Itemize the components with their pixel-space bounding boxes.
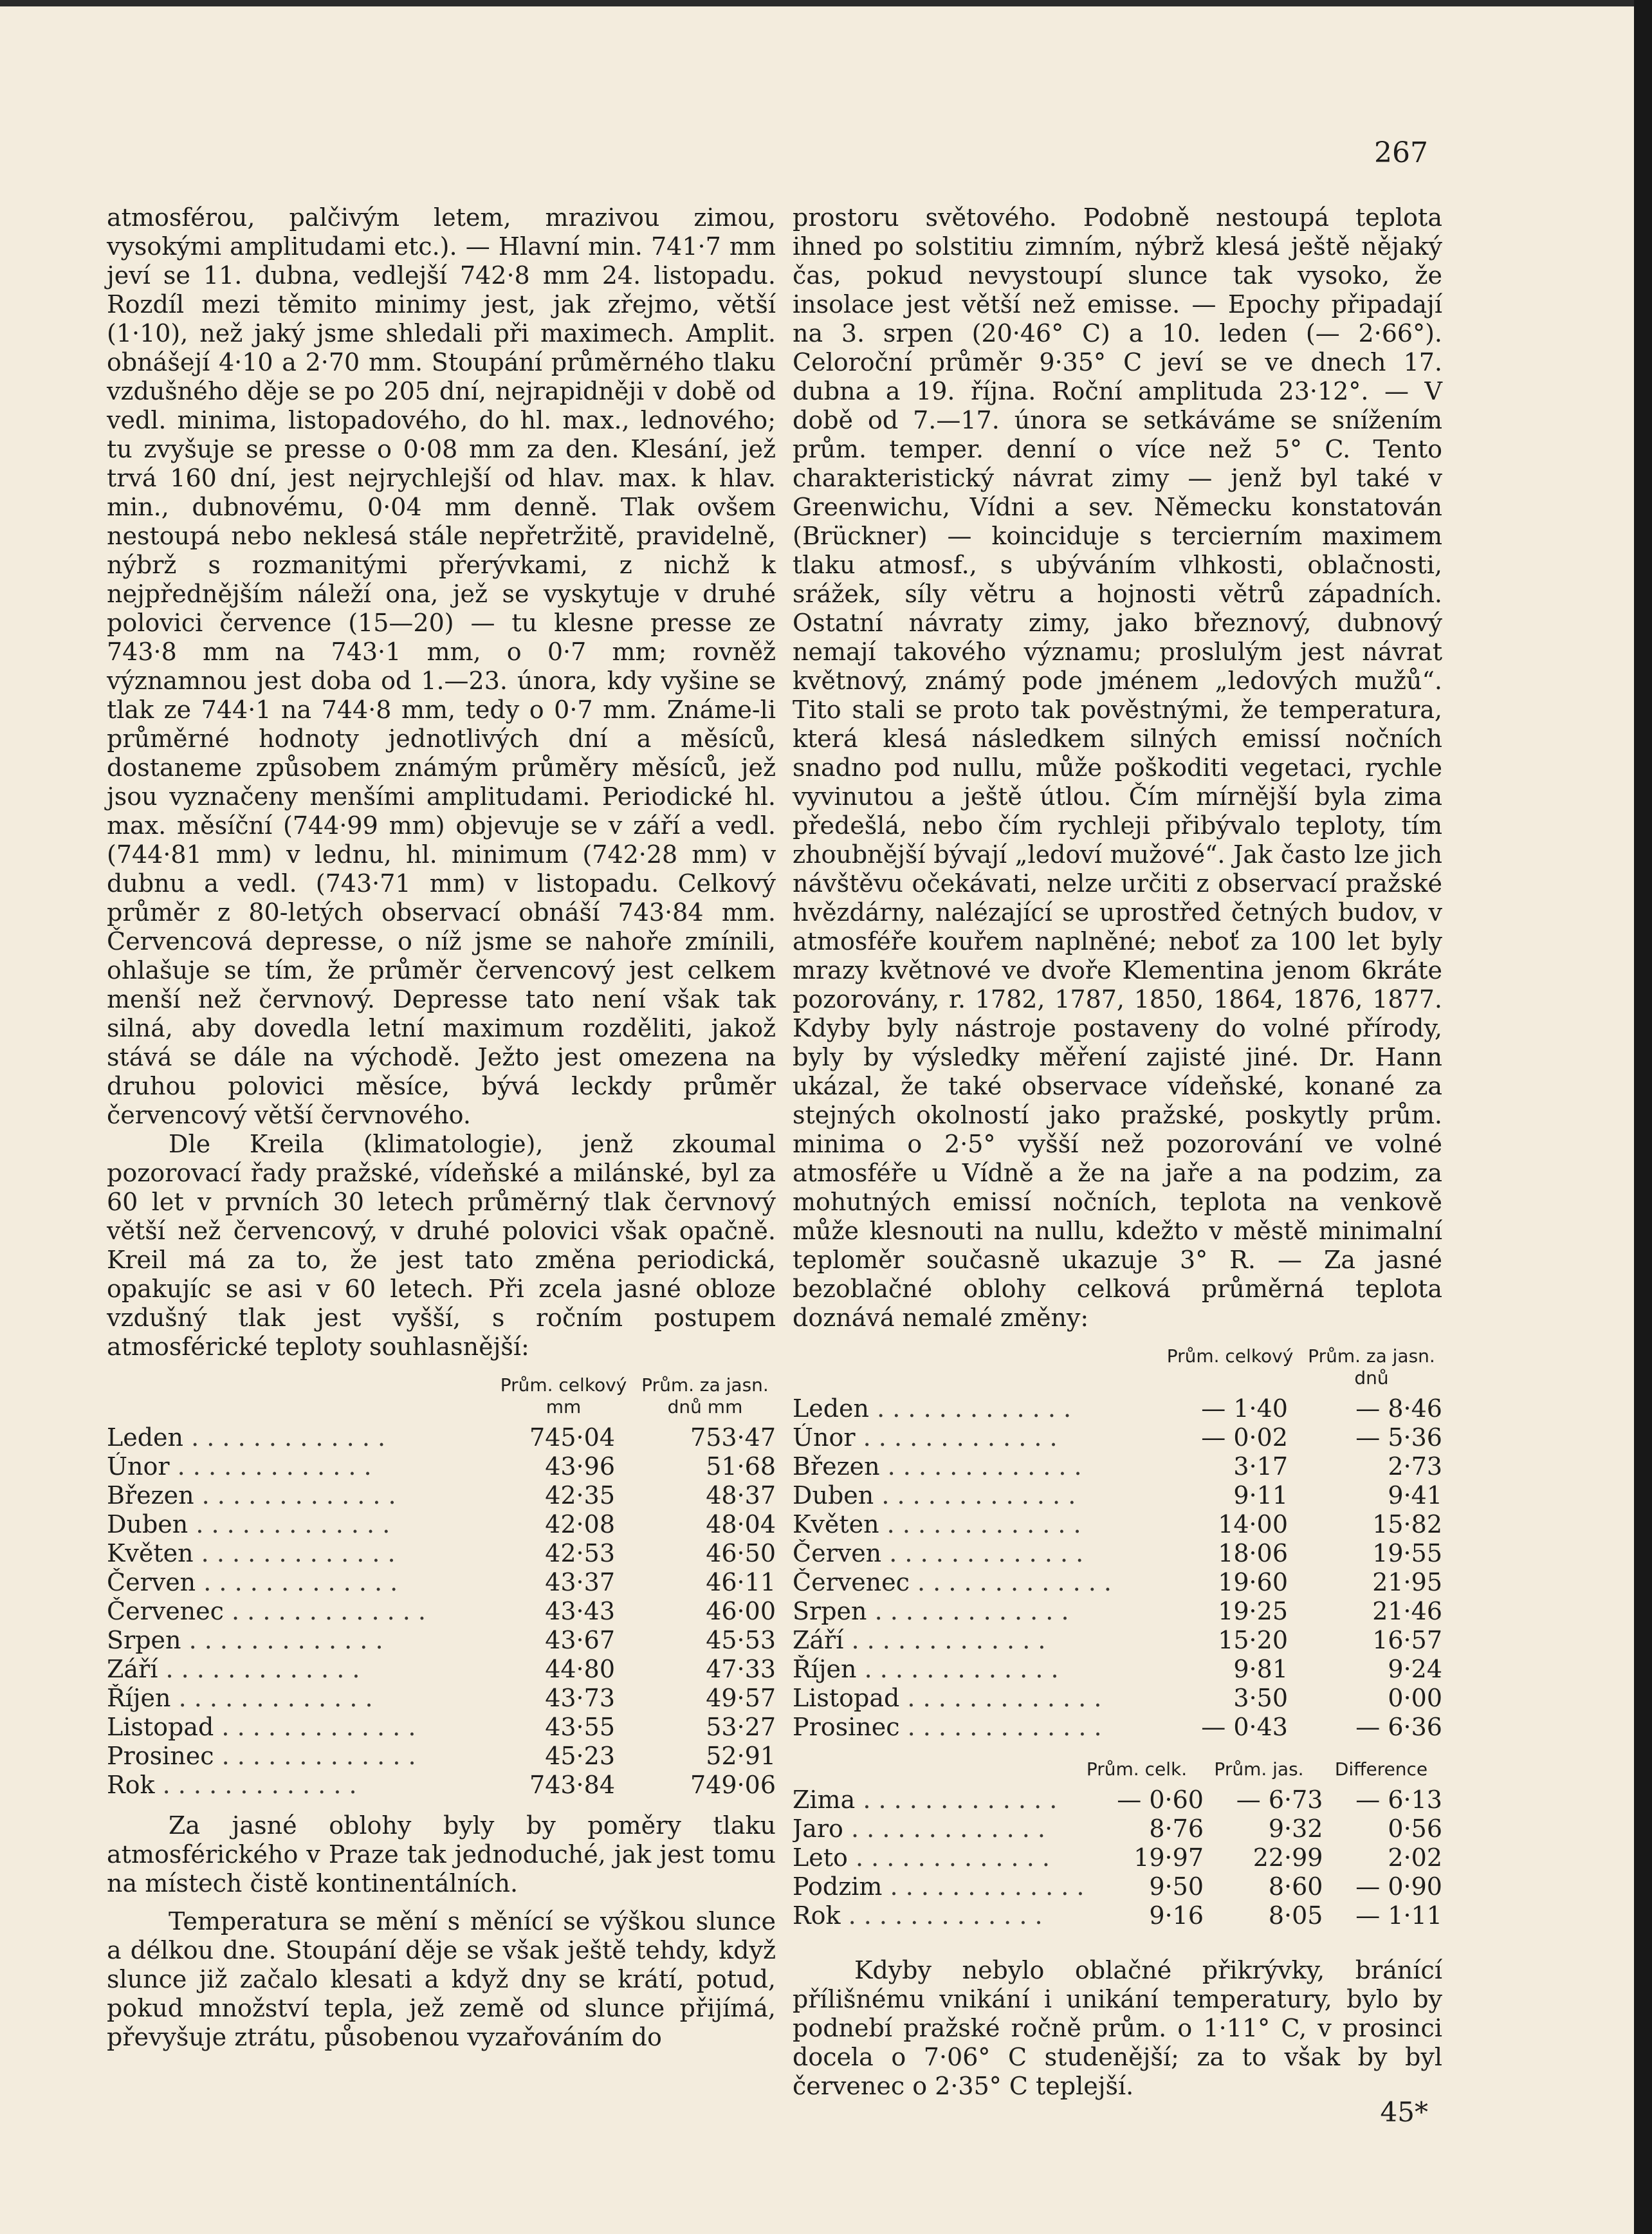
table-row [793, 1713, 1442, 1742]
table-row [107, 1568, 776, 1597]
row-value: 52·91 [706, 1742, 776, 1770]
row-label-text: Duben . . . [793, 1481, 1153, 1510]
row-value: 15·82 [1372, 1510, 1442, 1538]
row-value: 45·53 [706, 1626, 776, 1654]
table-row [793, 1394, 1442, 1423]
signature-mark: 45* [1380, 2096, 1428, 2128]
temperature-table-header [793, 1345, 1442, 1389]
row-value: 46·11 [706, 1568, 776, 1596]
left-paragraph-2: Dle Kreila (klimatologie), jenž zkoumal pozorovací řady pražské, vídeňské a milánské, byl za 60 let v prvních 30 letech průměrný tlak červnový větší než červencový, v druhé polovici však opačně. Kreil má za to, že jest tato změna periodická, opakujíc se asi v 60 letech. Při zcela jasné obloze vzdušný tlak jest vyšší, s ročním postupem atmosférické teploty souhlasnější: [107, 1130, 776, 1361]
row-label [793, 1597, 1153, 1626]
row-label [107, 1481, 480, 1510]
table-row [107, 1655, 776, 1684]
row-value: 46·00 [706, 1597, 776, 1625]
season-table [793, 1786, 1442, 1930]
row-label [793, 1786, 1085, 1814]
table-row [107, 1423, 776, 1452]
row-label [793, 1452, 1153, 1481]
row-label [107, 1771, 480, 1800]
table-row [793, 1568, 1442, 1597]
row-label-text: Jaro . . . [793, 1814, 1085, 1843]
row-value: 9·41 [1388, 1481, 1442, 1509]
table-row [107, 1539, 776, 1568]
row-value: 42·08 [545, 1510, 615, 1538]
row-label [107, 1568, 480, 1597]
row-value: 9·11 [1233, 1481, 1288, 1509]
row-value: 47·33 [706, 1655, 776, 1683]
row-label [107, 1742, 480, 1771]
row-label-text: Březen . . . [107, 1481, 480, 1510]
row-value: 45·23 [545, 1742, 615, 1770]
row-label [793, 1901, 1085, 1930]
season-col-clear: Prům. jas. [1214, 1759, 1304, 1780]
left-paragraph-3: Za jasné oblohy byly by poměry tlaku atmosférického v Praze tak jednoduché, jak jest tomu na místech čistě kontinentálních. [107, 1811, 776, 1897]
row-label-text: Podzim . . . [793, 1872, 1085, 1901]
row-label-text: Rok . . . [107, 1771, 480, 1800]
season-table-header [793, 1759, 1442, 1780]
row-value: 753·47 [690, 1423, 776, 1452]
scan-top-edge [0, 0, 1652, 6]
row-label [793, 1539, 1153, 1568]
table-row [107, 1452, 776, 1481]
table-row [793, 1481, 1442, 1510]
table-row [793, 1452, 1442, 1481]
row-value: — 6·36 [1355, 1713, 1442, 1741]
row-label-text: Leden . . . [793, 1394, 1153, 1423]
row-label [107, 1713, 480, 1742]
row-value: 19·60 [1218, 1568, 1288, 1596]
row-label-text: Říjen . . . [107, 1684, 480, 1713]
row-label-text: Červen . . . [793, 1539, 1153, 1568]
row-value: — 0·60 [1117, 1786, 1204, 1814]
row-label [107, 1510, 480, 1539]
pressure-table-header [107, 1374, 776, 1418]
table-row [793, 1626, 1442, 1655]
row-value: 3·17 [1233, 1452, 1288, 1481]
table-row [793, 1786, 1442, 1814]
season-col-difference: Difference [1334, 1759, 1428, 1780]
pressure-col-clear: Prům. za jasn. dnů mm [641, 1374, 769, 1417]
row-value: 43·43 [545, 1597, 615, 1625]
row-label [793, 1423, 1153, 1452]
left-paragraph-1: atmosférou, palčivým letem, mrazivou zimou, vysokými amplitudami etc.). — Hlavní min. 741·7 mm jeví se 11. dubna, vedlejší 742·8 mm 24. listopadu. Rozdíl mezi těmito minimy jest, jak zřejmo, větší (1·10), než jaký jsme shledali při maximech. Amplit. obnášejí 4·10 a 2·70 mm. Stoupání průměrného tlaku vzdušného děje se po 205 dní, nejrapidněji v době od vedl. minima, listopadového, do hl. max., lednového; tu zvyšuje se presse o 0·08 mm za den. Klesání, jež trvá 160 dní, jest nejrychlejší od hlav. max. k hlav. min., dubnovému, 0·04 mm denně. Tlak ovšem nestoupá nebo neklesá stále nepřetržitě, pravidelně, nýbrž s rozmanitými přerývkami, z nichž k nejpřednějším náleží ona, jež se vyskytuje v druhé polovici července (15—20) — tu klesne presse ze 743·8 mm na 743·1 mm, o 0·7 mm; rovněž významnou jest doba od 1.—23. února, kdy vyšine se tlak ze 744·1 na 744·8 mm, tedy o 0·7 mm. Známe-li průměrné hodnoty jednotlivých dní a měsíců, dostaneme způsobem známým průměry měsíců, jež jsou vyznačeny menšími amplitudami. Periodické hl. max. měsíční (744·99 mm) objevuje se v září a vedl. (744·81 mm) v lednu, hl. minimum (742·28 mm) v dubnu a vedl. (743·71 mm) v listopadu. Celkový průměr z 80-letých observací obnáší 743·84 mm. Červencová depresse, o níž jsme se nahoře zmínili, ohlašuje se tím, že průměr červencový jest celkem menší než červnový. Depresse tato není však tak silná, aby dovedla letní maximum rozděliti, jakož stává se dále na východě. Ježto jest omezena na druhou polovici měsíce, bývá leckdy průměr červencový větší červnového. [107, 203, 776, 1129]
left-column [107, 203, 776, 2052]
row-value: 2·02 [1388, 1843, 1442, 1872]
row-value: 53·27 [706, 1713, 776, 1741]
row-label-text: Červen . . . [107, 1568, 480, 1597]
table-row [107, 1684, 776, 1713]
table-row [793, 1423, 1442, 1452]
row-value: 19·97 [1133, 1843, 1204, 1872]
table-row [793, 1814, 1442, 1843]
row-value: 8·76 [1149, 1814, 1204, 1843]
page-number: 267 [1374, 136, 1428, 169]
temperature-col-total: Prům. celkový [1166, 1345, 1294, 1367]
row-value: 43·73 [545, 1684, 615, 1712]
row-value: 48·37 [706, 1481, 776, 1509]
row-value: 9·16 [1149, 1901, 1204, 1930]
row-label-text: Listopad . . . [107, 1713, 480, 1742]
row-value: 48·04 [706, 1510, 776, 1538]
row-label [107, 1597, 480, 1626]
row-value: 21·95 [1372, 1568, 1442, 1596]
row-value: 14·00 [1218, 1510, 1288, 1538]
row-value: 18·06 [1218, 1539, 1288, 1567]
row-label [107, 1423, 480, 1452]
row-label [793, 1684, 1153, 1713]
row-value: — 0·02 [1201, 1423, 1288, 1452]
row-value: — 0·90 [1355, 1872, 1442, 1901]
table-row [107, 1771, 776, 1800]
row-value: 8·05 [1268, 1901, 1323, 1930]
pressure-table [107, 1423, 776, 1800]
temperature-table [793, 1394, 1442, 1742]
row-value: 51·68 [706, 1452, 776, 1481]
row-label-text: Březen . . . [793, 1452, 1153, 1481]
row-label-text: Únor . . . [793, 1423, 1153, 1452]
row-value: — 5·36 [1355, 1423, 1442, 1452]
right-column [793, 203, 1442, 2101]
row-value: — 1·40 [1201, 1394, 1288, 1423]
table-row [107, 1481, 776, 1510]
row-value: — 6·73 [1236, 1786, 1323, 1814]
row-value: 749·06 [690, 1771, 776, 1799]
table-row [107, 1597, 776, 1626]
row-value: — 6·13 [1355, 1786, 1442, 1814]
row-label-text: Duben . . . [107, 1510, 480, 1539]
table-row [793, 1684, 1442, 1713]
row-label-text: Srpen . . . [793, 1597, 1153, 1626]
row-label-text: Srpen . . . [107, 1626, 480, 1655]
table-row [793, 1539, 1442, 1568]
row-label [793, 1481, 1153, 1510]
row-label-text: Rok . . . [793, 1901, 1085, 1930]
table-row [793, 1655, 1442, 1684]
row-value: 0·00 [1388, 1684, 1442, 1712]
temperature-col-clear: Prům. za jasn. dnů [1308, 1345, 1435, 1389]
table-row [107, 1510, 776, 1539]
row-value: 19·55 [1372, 1539, 1442, 1567]
row-value: 16·57 [1372, 1626, 1442, 1654]
row-value: 743·84 [529, 1771, 615, 1799]
row-label-text: Květen . . . [107, 1539, 480, 1568]
row-value: — 1·11 [1355, 1901, 1442, 1930]
row-label [793, 1510, 1153, 1539]
row-label [793, 1814, 1085, 1843]
row-value: 42·35 [545, 1481, 615, 1509]
row-value: 46·50 [706, 1539, 776, 1567]
right-paragraph-2: Kdyby nebylo oblačné přikrývky, bránící přílišnému vnikání i unikání temperatury, bylo by podnebí pražské ročně prům. o 1·11° C, v prosinci docela o 7·06° C studenější; za to však by byl červenec o 2·35° C teplejší. [793, 1956, 1442, 2100]
row-value: 43·67 [545, 1626, 615, 1654]
row-label-text: Listopad . . . [793, 1684, 1153, 1713]
row-value: 9·24 [1388, 1655, 1442, 1683]
table-row [793, 1843, 1442, 1872]
table-row [107, 1713, 776, 1742]
row-value: 15·20 [1218, 1626, 1288, 1654]
row-value: 42·53 [545, 1539, 615, 1567]
row-label [107, 1539, 480, 1568]
pressure-col-total: Prům. celkový mm [500, 1374, 627, 1417]
row-label-text: Květen . . . [793, 1510, 1153, 1539]
row-label [793, 1655, 1153, 1684]
row-label-text: Září . . . [107, 1655, 480, 1684]
row-value: 19·25 [1218, 1597, 1288, 1625]
row-label-text: Zima . . . [793, 1786, 1085, 1814]
row-value: 43·37 [545, 1568, 615, 1596]
row-label [107, 1655, 480, 1684]
row-value: 43·96 [545, 1452, 615, 1481]
row-value: 3·50 [1233, 1684, 1288, 1712]
row-label-text: Leto . . . [793, 1843, 1085, 1872]
row-value: — 0·43 [1201, 1713, 1288, 1741]
season-col-total: Prům. celk. [1086, 1759, 1188, 1780]
row-value: 49·57 [706, 1684, 776, 1712]
row-label-text: Září . . . [793, 1626, 1153, 1655]
table-row [793, 1597, 1442, 1626]
row-value: 21·46 [1372, 1597, 1442, 1625]
row-value: 44·80 [545, 1655, 615, 1683]
right-paragraph-1: prostoru světového. Podobně nestoupá teplota ihned po solstitiu zimním, nýbrž klesá ještě nějaký čas, pokud nevystoupí slunce tak vysoko, že insolace jest větší než emisse. — Epochy připadají na 3. srpen (20·46° C) a 10. leden (— 2·66°). Celoroční průměr 9·35° C jeví se ve dnech 17. dubna a 19. října. Roční amplituda 23·12°. — V době od 7.—17. února se setkáváme se snížením prům. temper. denní o více než 5° C. Tento charakteristický návrat zimy — jenž byl také v Greenwichu, Vídni a sev. Německu konstatován (Brückner) — koinciduje s tercierním maximem tlaku atmosf., s ubýváním vlhkosti, oblačnosti, srážek, síly větru a hojnosti větrů západních. Ostatní návraty zimy, jako březnový, dubnový nemají takového významu; proslulým jest návrat květnový, známý pode jménem „ledových mužů“. Tito stali se proto tak pověstnými, že temperatura, která klesá následkem silných emissí nočních snadno pod nullu, může poškoditi vegetaci, rychle vyvinutou a ještě útlou. Čím mírnější byla zima předešlá, nebo čím rychleji přibývalo teploty, tím zhoubnější bývají „ledoví mužové“. Jak často lze jich návštěvu očekávati, nelze určiti z observací pražské hvězdárny, nalézající se uprostřed četných budov, v atmosféře kouřem naplněné; neboť za 100 let byly mrazy květnové ve dvoře Klementina jenom 6kráte pozorovány, r. 1782, 1787, 1850, 1864, 1876, 1877. Kdyby byly nástroje postaveny do volné přírody, byly by výsledky měření zajisté jiné. Dr. Hann ukázal, že také observace vídeňské, konané za stejných okolností jako pražské, poskytly prům. minima o 2·5° vyšší než pozorování ve volné atmosféře u Vídně a že na jaře a na podzim, za mohutných emissí nočních, teplota na venkově může klesnouti na nullu, kdežto v městě minimalní teploměr současně ukazuje 3° R. — Za jasné bezoblačné oblohy celková průměrná teplota doznává nemalé změny: [793, 203, 1442, 1332]
left-paragraph-4: Temperatura se mění s měnící se výškou slunce a délkou dne. Stoupání děje se však ještě tehdy, když slunce již začalo klesati a když dny se krátí, potud, pokud množství tepla, jež země od slunce přijímá, převyšuje ztrátu, působenou vyzařováním do [107, 1907, 776, 2051]
row-label [107, 1684, 480, 1713]
row-label [793, 1626, 1153, 1655]
row-value: 8·60 [1268, 1872, 1323, 1901]
row-value: 43·55 [545, 1713, 615, 1741]
row-value: 9·81 [1233, 1655, 1288, 1683]
row-label [793, 1394, 1153, 1423]
row-label [793, 1568, 1153, 1597]
row-value: 2·73 [1388, 1452, 1442, 1481]
row-label [107, 1626, 480, 1655]
row-label [793, 1872, 1085, 1901]
row-label-text: Leden . . . [107, 1423, 480, 1452]
row-label [107, 1452, 480, 1481]
table-row [793, 1872, 1442, 1901]
row-value: 22·99 [1253, 1843, 1323, 1872]
row-label-text: Červenec . . . [793, 1568, 1153, 1597]
row-label-text: Říjen . . . [793, 1655, 1153, 1684]
row-label [793, 1843, 1085, 1872]
scan-right-edge [1634, 0, 1652, 2234]
table-row [107, 1626, 776, 1655]
row-value: 0·56 [1388, 1814, 1442, 1843]
row-label-text: Červenec . . . [107, 1597, 480, 1626]
row-label [793, 1713, 1153, 1742]
table-row [107, 1742, 776, 1771]
row-label-text: Prosinec . . . [107, 1742, 480, 1771]
row-label-text: Únor . . . [107, 1452, 480, 1481]
row-label-text: Prosinec . . . [793, 1713, 1153, 1742]
table-row [793, 1901, 1442, 1930]
table-row [793, 1510, 1442, 1539]
row-value: 9·32 [1268, 1814, 1323, 1843]
row-value: 745·04 [529, 1423, 615, 1452]
row-value: 9·50 [1149, 1872, 1204, 1901]
row-value: — 8·46 [1355, 1394, 1442, 1423]
